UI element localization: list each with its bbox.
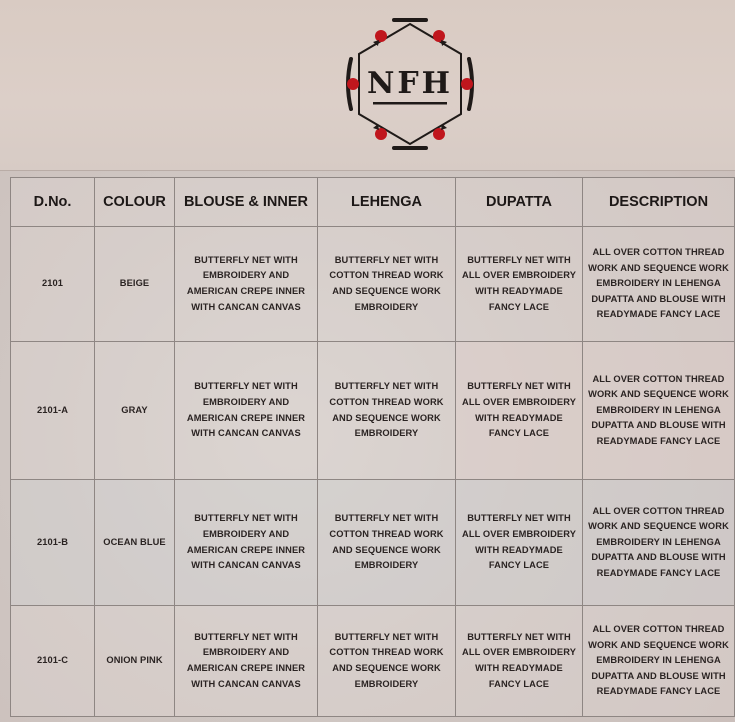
cell-blouse: BUTTERFLY NET WITH EMBROIDERY AND AMERICAN CREPE INNER WITH CANCAN CANVAS xyxy=(175,480,318,606)
cell-dupatta: BUTTERFLY NET WITH ALL OVER EMBROIDERY WITH READYMADE FANCY LACE xyxy=(456,606,583,717)
cell-blouse: BUTTERFLY NET WITH EMBROIDERY AND AMERICAN CREPE INNER WITH CANCAN CANVAS xyxy=(175,227,318,342)
cell-colour: OCEAN BLUE xyxy=(95,480,175,606)
col-header-dupatta: DUPATTA xyxy=(456,178,583,227)
cell-blouse: BUTTERFLY NET WITH EMBROIDERY AND AMERICAN CREPE INNER WITH CANCAN CANVAS xyxy=(175,342,318,480)
col-header-dno: D.No. xyxy=(11,178,95,227)
cell-blouse: BUTTERFLY NET WITH EMBROIDERY AND AMERICAN CREPE INNER WITH CANCAN CANVAS xyxy=(175,606,318,717)
cell-dno: 2101-B xyxy=(11,480,95,606)
cell-lehenga: BUTTERFLY NET WITH COTTON THREAD WORK AND SEQUENCE WORK EMBROIDERY xyxy=(318,227,456,342)
header-row xyxy=(11,178,735,227)
cell-description: ALL OVER COTTON THREAD WORK AND SEQUENCE WORK EMBROIDERY IN LEHENGA DUPATTA AND BLOUSE WITH READYMADE FANCY LACE xyxy=(583,606,735,717)
cell-lehenga: BUTTERFLY NET WITH COTTON THREAD WORK AND SEQUENCE WORK EMBROIDERY xyxy=(318,342,456,480)
col-header-description: DESCRIPTION xyxy=(583,178,735,227)
cell-description: ALL OVER COTTON THREAD WORK AND SEQUENCE WORK EMBROIDERY IN LEHENGA DUPATTA AND BLOUSE WITH READYMADE FANCY LACE xyxy=(583,480,735,606)
cell-lehenga: BUTTERFLY NET WITH COTTON THREAD WORK AND SEQUENCE WORK EMBROIDERY xyxy=(318,480,456,606)
cell-description: ALL OVER COTTON THREAD WORK AND SEQUENCE WORK EMBROIDERY IN LEHENGA DUPATTA AND BLOUSE WITH READYMADE FANCY LACE xyxy=(583,227,735,342)
catalog-table xyxy=(10,177,735,717)
cell-colour: GRAY xyxy=(95,342,175,480)
cell-description: ALL OVER COTTON THREAD WORK AND SEQUENCE WORK EMBROIDERY IN LEHENGA DUPATTA AND BLOUSE WITH READYMADE FANCY LACE xyxy=(583,342,735,480)
col-header-lehenga: LEHENGA xyxy=(318,178,456,227)
cell-dno: 2101-A xyxy=(11,342,95,480)
cell-dno: 2101 xyxy=(11,227,95,342)
cell-dupatta: BUTTERFLY NET WITH ALL OVER EMBROIDERY WITH READYMADE FANCY LACE xyxy=(456,342,583,480)
table-row xyxy=(11,227,735,342)
table-row xyxy=(11,342,735,480)
cell-colour: ONION PINK xyxy=(95,606,175,717)
table-row xyxy=(11,606,735,717)
cell-lehenga: BUTTERFLY NET WITH COTTON THREAD WORK AND SEQUENCE WORK EMBROIDERY xyxy=(318,606,456,717)
col-header-colour: COLOUR xyxy=(95,178,175,227)
cell-dno: 2101-C xyxy=(11,606,95,717)
header-band xyxy=(0,0,735,171)
cell-colour: BEIGE xyxy=(95,227,175,342)
brand-logo xyxy=(343,14,477,154)
cell-dupatta: BUTTERFLY NET WITH ALL OVER EMBROIDERY WITH READYMADE FANCY LACE xyxy=(456,227,583,342)
logo-text: NFH xyxy=(366,66,454,101)
col-header-blouse: BLOUSE & INNER xyxy=(175,178,318,227)
table-row xyxy=(11,480,735,606)
cell-dupatta: BUTTERFLY NET WITH ALL OVER EMBROIDERY WITH READYMADE FANCY LACE xyxy=(456,480,583,606)
